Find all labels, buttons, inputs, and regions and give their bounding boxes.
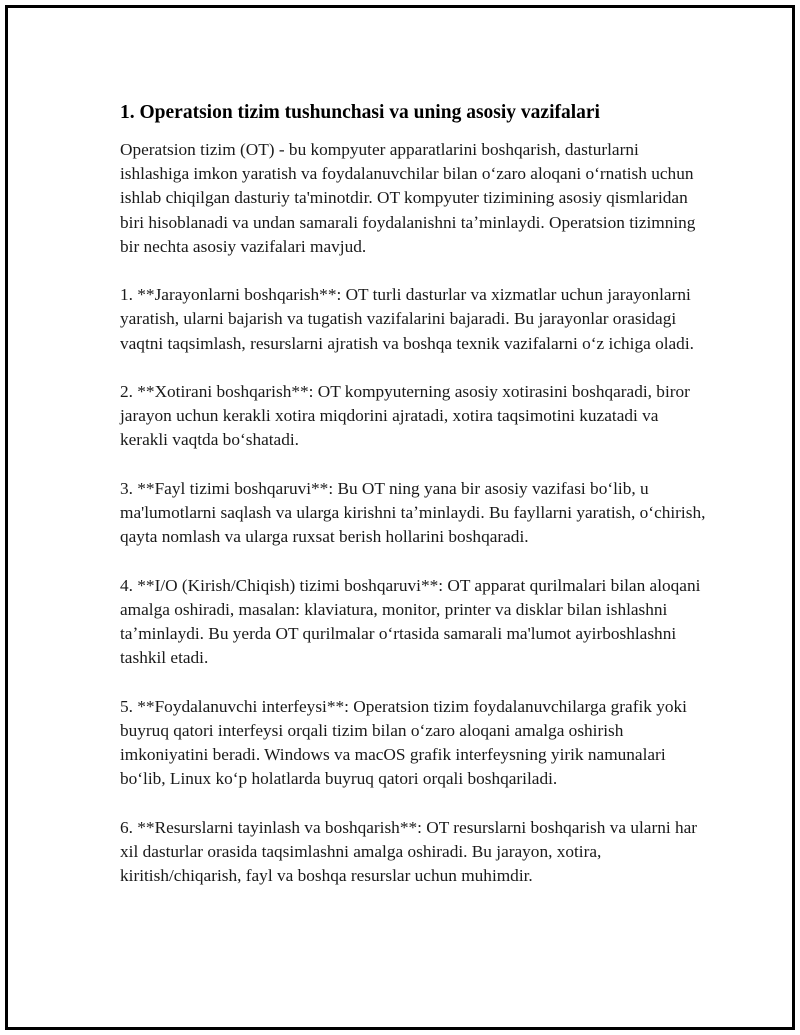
page-frame (5, 5, 795, 1030)
paragraph-io-management: 4. **I/O (Kirish/Chiqish) tizimi boshqaruvi**: OT apparat qurilmalari bilan aloqani amalga oshiradi, masalan: klaviatura, monitor, printer va disklar bilan ishlashni taʼminlaydi. Bu yerda OT qurilmalar oʻrtasida samarali ma'lumot ayirboshlashni tashkil etadi. (120, 575, 701, 668)
intro-paragraph: Operatsion tizim (OT) - bu kompyuter apparatlarini boshqarish, dasturlarni ishlashiga imkon yaratish va foydalanuvchilar bilan oʻzaro aloqani oʻrnatish uchun ishlab chiqilgan dasturiy ta'minotdir. OT kompyuter tizimining asosiy qismlaridan biri hisoblanadi va undan samarali foydalanishni taʼminlaydi. Operatsion tizimning bir nechta asosiy vazifalari mavjud. (120, 140, 696, 256)
paragraph-memory-management: 2. **Xotirani boshqarish**: OT kompyuterning asosiy xotirasini boshqaradi, biror jarayon uchun kerakli xotira miqdorini ajratadi, xotira taqsimotini kuzatadi va kerakli vaqtda boʻshatadi. (120, 382, 690, 450)
paragraph-file-system: 3. **Fayl tizimi boshqaruvi**: Bu OT ning yana bir asosiy vazifasi boʻlib, u ma'lumotlarni saqlash va ularga kirishni taʼminlaydi. Bu fayllarni yaratish, oʻchirish, qayta nomlash va ularga ruxsat berish hollarini boshqaradi. (120, 478, 706, 547)
paragraph-resource-management: 6. **Resurslarni tayinlash va boshqarish**: OT resurslarni boshqarish va ularni har xil dasturlar orasida taqsimlashni amalga oshiradi. Bu jarayon, xotira, kiritish/chiqarish, fayl va boshqa resurslar uchun muhimdir. (120, 817, 698, 885)
paragraph-process-management: 1. **Jarayonlarni boshqarish**: OT turli dasturlar va xizmatlar uchun jarayonlarni yaratish, ularni bajarish va tugatish vazifalarini bajaradi. Bu jarayonlar orasidagi vaqtni taqsimlash, resurslarni ajratish va boshqa texnik vazifalarni oʻz ichiga oladi. (120, 285, 694, 353)
paragraph-user-interface: 5. **Foydalanuvchi interfeysi**: Operatsion tizim foydalanuvchilarga grafik yoki buyruq qatori interfeysi orqali tizim bilan oʻzaro aloqani amalga oshirish imkoniyatini beradi. Windows va macOS grafik interfeysning yirik namunalari boʻlib, Linux koʻp holatlarda buyruq qatori orqali boshqariladi. (120, 696, 687, 789)
document-body (120, 100, 710, 912)
document-title: 1. Operatsion tizim tushunchasi va uning asosiy vazifalari (120, 102, 600, 123)
